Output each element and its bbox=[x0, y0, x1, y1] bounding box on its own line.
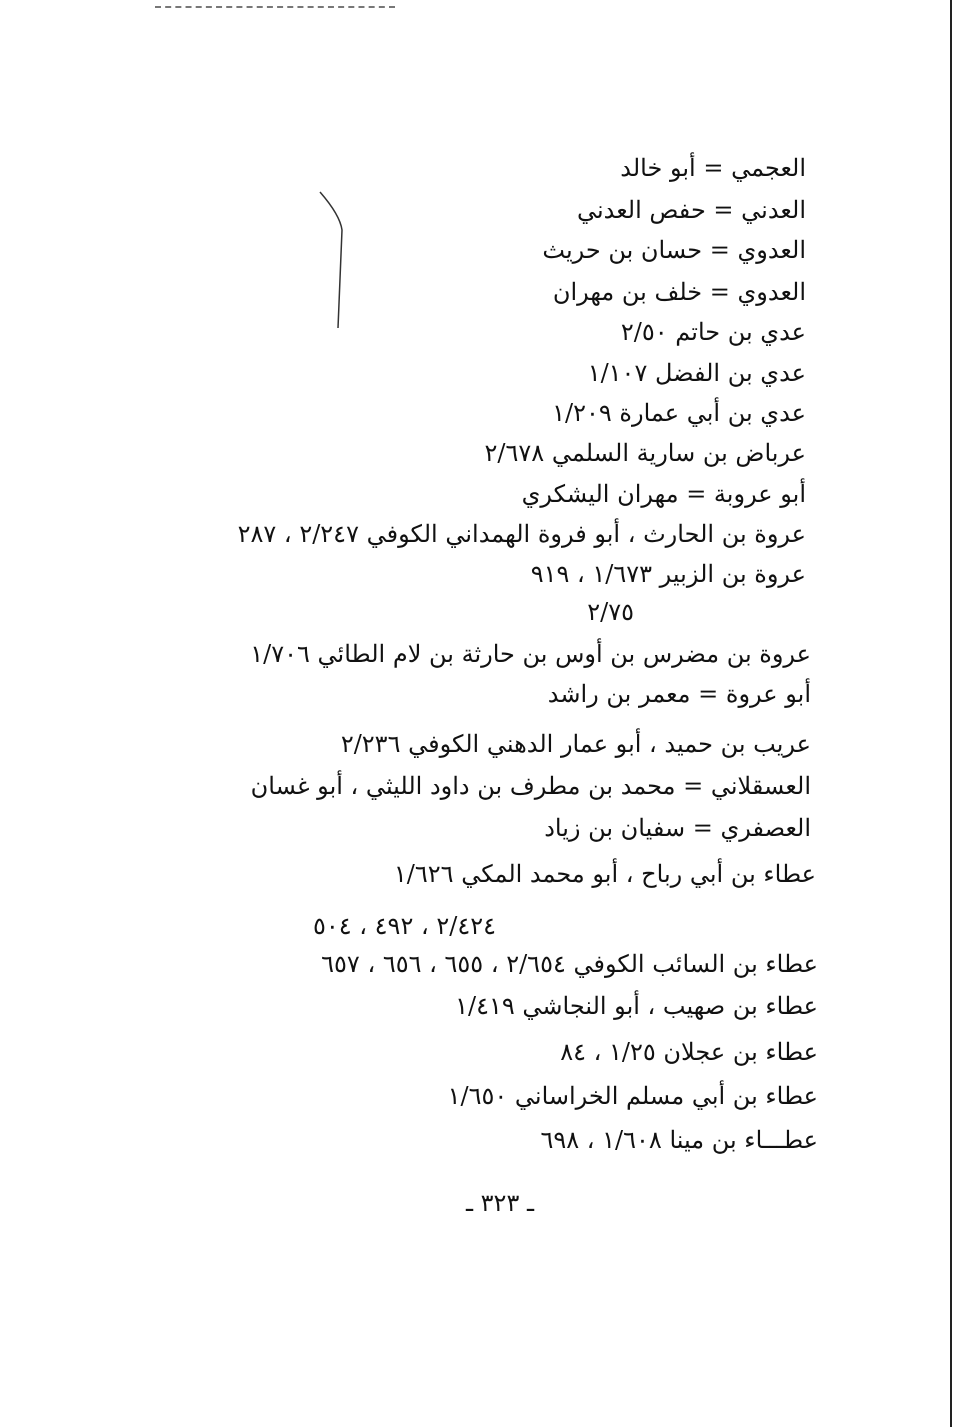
index-entry: عدي بن الفضل ١/١٠٧ bbox=[587, 359, 806, 387]
index-entry: ٢/٧٥ bbox=[587, 598, 634, 626]
index-entry: عروة بن مضرس بن أوس بن حارثة بن لام الطائي ١/٧٠٦ bbox=[250, 640, 811, 668]
index-entry: عطاء بن عجلان ١/٢٥ ، ٨٤ bbox=[560, 1038, 818, 1066]
index-entry: عروة بن الحارث ، أبو فروة الهمداني الكوفي ٢/٢٤٧ ، ٢٨٧ bbox=[237, 520, 806, 548]
index-entry: عطاء بن أبي رباح ، أبو محمد المكي ١/٦٢٦ bbox=[393, 860, 816, 888]
index-entry: عطاء بن أبي مسلم الخراساني ١/٦٥٠ bbox=[447, 1082, 818, 1110]
index-entry: عطاء بن السائب الكوفي ٢/٦٥٤ ، ٦٥٥ ، ٦٥٦ ، ٦٥٧ bbox=[321, 950, 818, 978]
index-entry: ٢/٤٢٤ ، ٤٩٢ ، ٥٠٤ bbox=[312, 912, 496, 940]
index-entry: العجمي = أبو خالد bbox=[620, 154, 806, 182]
index-entry: عدي بن أبي عمارة ١/٢٠٩ bbox=[552, 399, 806, 427]
index-entry: عريب بن حميد ، أبو عمار الدهني الكوفي ٢/٢٣٦ bbox=[340, 730, 811, 758]
index-entry: العدوي = خلف بن مهران bbox=[552, 278, 806, 306]
index-entry: عرباض بن سارية السلمي ٢/٦٧٨ bbox=[484, 439, 806, 467]
index-entry: العسقلاني = محمد بن مطرف بن داود الليثي ، أبو غسان bbox=[250, 772, 811, 800]
margin-bracket-mark bbox=[318, 190, 348, 330]
index-entry: العدوي = حسان بن حريث bbox=[542, 236, 806, 264]
top-dashed-rule bbox=[155, 6, 395, 8]
index-entry: أبو عروة = معمر بن راشد bbox=[547, 680, 811, 708]
index-entry: عدي بن حاتم ٢/٥٠ bbox=[620, 318, 806, 346]
page-edge-line bbox=[950, 0, 952, 1427]
index-entry: العدني = حفص العدني bbox=[576, 196, 806, 224]
index-entry: أبو عروبة = مهران اليشكري bbox=[521, 480, 806, 508]
index-entry: عروة بن الزبير ١/٦٧٣ ، ٩١٩ bbox=[530, 560, 806, 588]
index-entry: عطـــاء بن مينا ١/٦٠٨ ، ٦٩٨ bbox=[540, 1126, 818, 1154]
index-entry: عطاء بن صهيب ، أبو النجاشي ١/٤١٩ bbox=[455, 992, 818, 1020]
index-entry: العصفري = سفيان بن زياد bbox=[544, 814, 811, 842]
page-number: ـ ٣٢٣ ـ bbox=[465, 1189, 534, 1217]
